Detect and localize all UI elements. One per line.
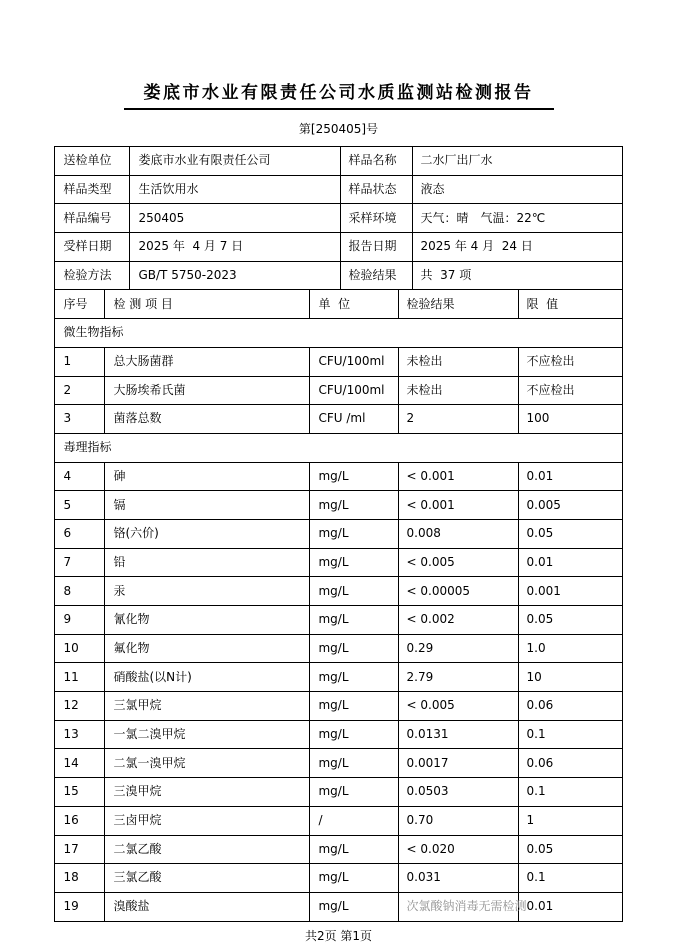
row-limit: 1.0: [518, 634, 622, 663]
row-no: 19: [55, 892, 105, 921]
result-row: [55, 548, 622, 577]
info-value: 二水厂出厂水: [412, 147, 622, 176]
col-header-result: 检验结果: [398, 290, 518, 319]
row-unit: CFU/100ml: [310, 347, 398, 376]
row-unit: mg/L: [310, 519, 398, 548]
row-item: 汞: [105, 577, 310, 606]
row-item: 铅: [105, 548, 310, 577]
row-limit: 0.001: [518, 577, 622, 606]
result-row: [55, 663, 622, 692]
row-no: 17: [55, 835, 105, 864]
info-label: 送检单位: [55, 147, 130, 176]
row-limit: 0.1: [518, 864, 622, 893]
row-unit: mg/L: [310, 606, 398, 635]
info-value: 娄底市水业有限责任公司: [130, 147, 340, 176]
info-rows: [55, 147, 622, 290]
row-unit: mg/L: [310, 491, 398, 520]
row-limit: 0.01: [518, 548, 622, 577]
row-no: 10: [55, 634, 105, 663]
row-result: < 0.001: [398, 491, 518, 520]
row-item: 三氯甲烷: [105, 692, 310, 721]
row-limit: 不应检出: [518, 376, 622, 405]
row-limit: 1: [518, 806, 622, 835]
info-row: [55, 204, 622, 233]
row-item: 三卤甲烷: [105, 806, 310, 835]
row-item: 菌落总数: [105, 405, 310, 434]
row-result: 2.79: [398, 663, 518, 692]
row-unit: CFU /ml: [310, 405, 398, 434]
results-rows: [55, 319, 622, 921]
row-item: 三溴甲烷: [105, 778, 310, 807]
row-unit: mg/L: [310, 778, 398, 807]
result-row: [55, 519, 622, 548]
row-limit: 0.1: [518, 778, 622, 807]
result-row: [55, 405, 622, 434]
row-unit: mg/L: [310, 577, 398, 606]
row-item: 一氯二溴甲烷: [105, 720, 310, 749]
row-result: 0.29: [398, 634, 518, 663]
row-no: 4: [55, 462, 105, 491]
row-result: 未检出: [398, 376, 518, 405]
results-header: [55, 290, 622, 319]
row-item: 三氯乙酸: [105, 864, 310, 893]
row-limit: 100: [518, 405, 622, 434]
row-no: 16: [55, 806, 105, 835]
row-result: 次氯酸钠消毒无需检测: [398, 892, 518, 921]
page-footer: 共2页 第1页: [304, 928, 373, 943]
row-no: 12: [55, 692, 105, 721]
row-result: 0.70: [398, 806, 518, 835]
row-limit: 0.1: [518, 720, 622, 749]
report-title: 娄底市水业有限责任公司水质监测站检测报告: [124, 78, 554, 110]
row-item: 二氯乙酸: [105, 835, 310, 864]
row-no: 9: [55, 606, 105, 635]
row-limit: 0.06: [518, 692, 622, 721]
row-no: 13: [55, 720, 105, 749]
row-limit: 0.01: [518, 892, 622, 921]
info-value: 共 37 项: [412, 261, 622, 290]
info-label: 样品状态: [340, 175, 412, 204]
info-value: 2025 年 4 月 24 日: [412, 233, 622, 262]
row-result: 0.0503: [398, 778, 518, 807]
section-row: [55, 319, 622, 348]
row-unit: mg/L: [310, 634, 398, 663]
row-unit: mg/L: [310, 462, 398, 491]
row-no: 11: [55, 663, 105, 692]
result-row: [55, 577, 622, 606]
row-unit: mg/L: [310, 835, 398, 864]
row-result: 0.031: [398, 864, 518, 893]
result-row: [55, 491, 622, 520]
row-no: 7: [55, 548, 105, 577]
row-unit: mg/L: [310, 749, 398, 778]
row-item: 硝酸盐(以N计): [105, 663, 310, 692]
result-row: [55, 835, 622, 864]
result-row: [55, 864, 622, 893]
result-row: [55, 720, 622, 749]
info-value: 天气：晴 气温：22℃: [412, 204, 622, 233]
row-item: 大肠埃希氏菌: [105, 376, 310, 405]
section-title: 微生物指标: [55, 319, 622, 348]
row-no: 15: [55, 778, 105, 807]
row-result: 0.0131: [398, 720, 518, 749]
row-no: 5: [55, 491, 105, 520]
info-label: 报告日期: [340, 233, 412, 262]
col-header-no: 序号: [55, 290, 105, 319]
row-unit: mg/L: [310, 720, 398, 749]
info-row: [55, 147, 622, 176]
info-value: 生活饮用水: [130, 175, 340, 204]
info-value: 液态: [412, 175, 622, 204]
row-item: 氟化物: [105, 634, 310, 663]
result-row: [55, 376, 622, 405]
row-unit: /: [310, 806, 398, 835]
info-value: 250405: [130, 204, 340, 233]
row-unit: mg/L: [310, 864, 398, 893]
result-row: [55, 692, 622, 721]
results-header-row: [55, 290, 622, 319]
row-limit: 0.05: [518, 835, 622, 864]
row-unit: mg/L: [310, 548, 398, 577]
row-item: 氰化物: [105, 606, 310, 635]
col-header-limit: 限 值: [518, 290, 622, 319]
row-result: < 0.001: [398, 462, 518, 491]
result-row: [55, 347, 622, 376]
row-result: < 0.005: [398, 548, 518, 577]
info-label: 样品类型: [55, 175, 130, 204]
row-limit: 0.005: [518, 491, 622, 520]
result-row: [55, 606, 622, 635]
result-row: [55, 634, 622, 663]
row-result: < 0.00005: [398, 577, 518, 606]
info-row: [55, 233, 622, 262]
col-header-unit: 单 位: [310, 290, 398, 319]
row-no: 3: [55, 405, 105, 434]
row-unit: mg/L: [310, 692, 398, 721]
section-row: [55, 433, 622, 462]
row-unit: mg/L: [310, 892, 398, 921]
result-row: [55, 806, 622, 835]
row-no: 2: [55, 376, 105, 405]
row-result: < 0.002: [398, 606, 518, 635]
col-header-item: 检 测 项 目: [105, 290, 310, 319]
row-no: 18: [55, 864, 105, 893]
result-row: [55, 778, 622, 807]
section-title: 毒理指标: [55, 433, 622, 462]
info-value: GB/T 5750-2023: [130, 261, 340, 290]
info-label: 检验方法: [55, 261, 130, 290]
row-item: 溴酸盐: [105, 892, 310, 921]
row-limit: 不应检出: [518, 347, 622, 376]
row-unit: CFU/100ml: [310, 376, 398, 405]
info-label: 受样日期: [55, 233, 130, 262]
row-result: 未检出: [398, 347, 518, 376]
row-result: < 0.005: [398, 692, 518, 721]
info-label: 检验结果: [340, 261, 412, 290]
row-limit: 10: [518, 663, 622, 692]
result-row: [55, 892, 622, 921]
row-unit: mg/L: [310, 663, 398, 692]
row-no: 1: [55, 347, 105, 376]
row-limit: 0.01: [518, 462, 622, 491]
row-result: < 0.020: [398, 835, 518, 864]
row-result: 0.008: [398, 519, 518, 548]
info-label: 样品名称: [340, 147, 412, 176]
row-limit: 0.05: [518, 606, 622, 635]
row-item: 总大肠菌群: [105, 347, 310, 376]
row-result: 0.0017: [398, 749, 518, 778]
row-item: 铬(六价): [105, 519, 310, 548]
row-no: 8: [55, 577, 105, 606]
result-row: [55, 749, 622, 778]
result-row: [55, 462, 622, 491]
row-limit: 0.06: [518, 749, 622, 778]
row-no: 6: [55, 519, 105, 548]
row-limit: 0.05: [518, 519, 622, 548]
row-item: 砷: [105, 462, 310, 491]
row-result: 2: [398, 405, 518, 434]
row-item: 镉: [105, 491, 310, 520]
row-item: 二氯一溴甲烷: [105, 749, 310, 778]
report-table: [54, 146, 622, 922]
info-row: [55, 261, 622, 290]
row-no: 14: [55, 749, 105, 778]
report-number: 第[250405]号: [298, 122, 379, 136]
info-label: 采样环境: [340, 204, 412, 233]
info-label: 样品编号: [55, 204, 130, 233]
title-block: [0, 78, 677, 110]
info-value: 2025 年 4 月 7 日: [130, 233, 340, 262]
info-row: [55, 175, 622, 204]
